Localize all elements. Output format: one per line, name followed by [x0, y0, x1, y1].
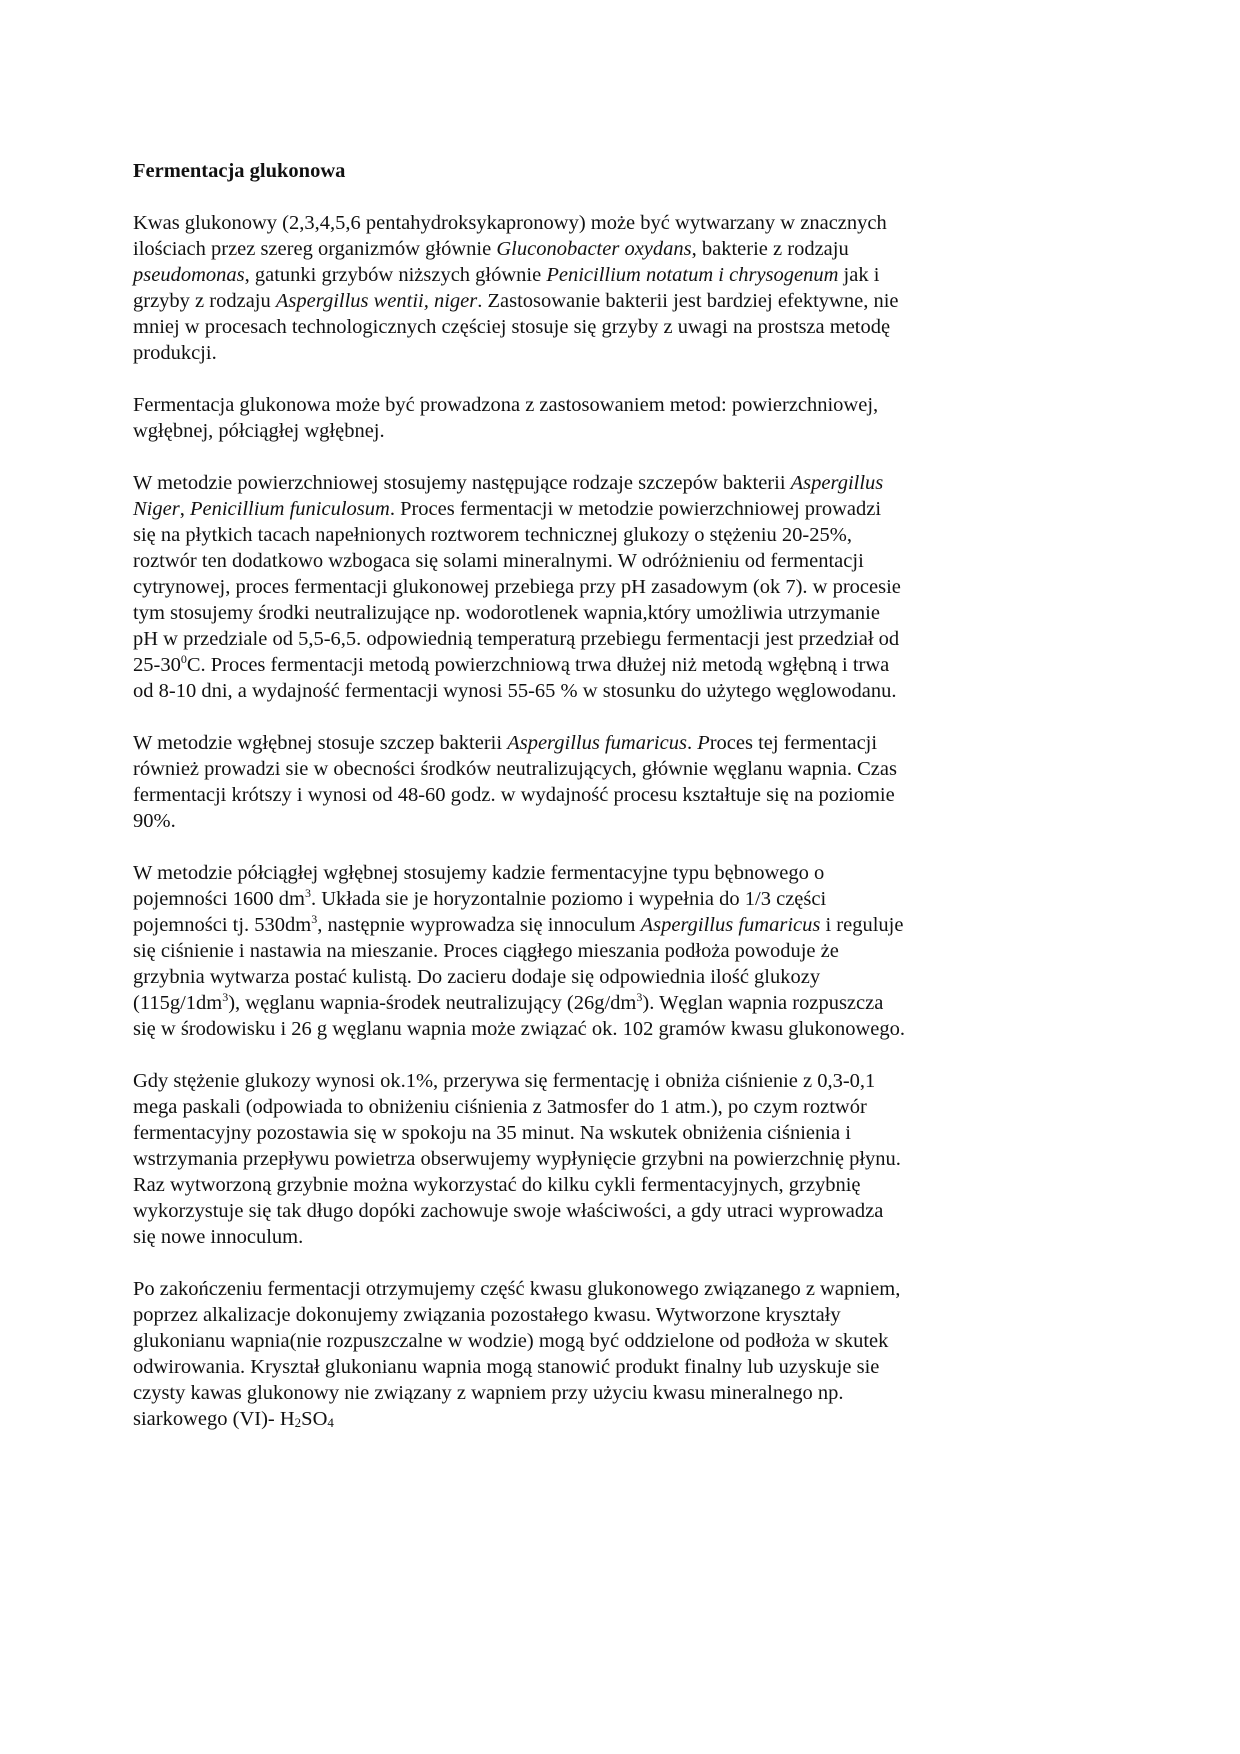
text-line — [133, 964, 993, 990]
italic-text: pseudomonas — [133, 264, 245, 286]
text-line — [133, 1328, 993, 1354]
document-title: Fermentacja glukonowa — [133, 160, 346, 182]
text-run: tym stosujemy środki neutralizujące np. wodorotlenek wapnia,który umożliwia utrzymanie — [133, 602, 880, 624]
text-run: pojemności tj. 530dm — [133, 914, 312, 936]
text-run: pojemności 1600 dm — [133, 888, 305, 910]
italic-text: Niger — [133, 498, 180, 520]
paragraph — [133, 470, 993, 704]
text-line — [133, 808, 993, 834]
text-run: W metodzie wgłębnej stosuje szczep bakterii — [133, 732, 508, 754]
text-run: się na płytkich tacach napełnionych roztworem technicznej glukozy o stężeniu 20-25%, — [133, 524, 852, 546]
text-run: mega paskali (odpowiada to obniżeniu ciśnienia z 3atmosfer do 1 atm.), po czym roztwór — [133, 1096, 867, 1118]
text-line — [133, 392, 993, 418]
text-line — [133, 860, 993, 886]
text-line — [133, 730, 993, 756]
superscript: 3 — [304, 886, 311, 901]
text-run: , następnie wyprowadza się innoculum — [317, 914, 641, 936]
document-page — [133, 158, 993, 1458]
italic-text: Penicillium notatum i chrysogenum — [546, 264, 839, 286]
text-run: odwirowania. Kryształ glukonianu wapnia mogą stanowić produkt finalny lub uzyskuje sie — [133, 1356, 880, 1378]
text-run: się w środowisku i 26 g węglanu wapnia może związać ok. 102 gramów kwasu glukonowego. — [133, 1018, 905, 1040]
text-run: się nowe innoculum. — [133, 1226, 304, 1248]
superscript: 3 — [636, 990, 643, 1005]
text-line — [133, 314, 993, 340]
paragraph — [133, 730, 993, 834]
text-run: roces tej fermentacji — [709, 732, 878, 754]
text-run: czysty kawas glukonowy nie związany z wapniem przy użyciu kwasu mineralnego np. — [133, 1382, 844, 1404]
text-run: się ciśnienie i nastawia na mieszanie. Proces ciągłego mieszania podłoża powoduje że — [133, 940, 839, 962]
text-line — [133, 626, 993, 652]
text-run: również prowadzi sie w obecności środków neutralizujących, głównie węglanu wapnia. Czas — [133, 758, 897, 780]
text-run: ). Węglan wapnia rozpuszcza — [642, 992, 884, 1014]
text-run: Po zakończeniu fermentacji otrzymujemy część kwasu glukonowego związanego z wapniem, — [133, 1278, 901, 1300]
text-run: fermentacji krótszy i wynosi od 48-60 godz. w wydajność procesu kształtuje się na poziomie — [133, 784, 895, 806]
italic-text: Gluconobacter oxydans — [496, 238, 692, 260]
text-line — [133, 912, 993, 938]
text-run: fermentacyjny pozostawia się w spokoju na 35 minut. Na wskutek obniżenia ciśnienia i — [133, 1122, 851, 1144]
superscript: 3 — [311, 912, 318, 927]
text-run: poprzez alkalizacje dokonujemy związania pozostałego kwasu. Wytworzone kryształy — [133, 1304, 841, 1326]
text-line — [133, 210, 993, 236]
text-run: , gatunki grzybów niższych głównie — [244, 264, 547, 286]
text-run: . — [686, 732, 698, 754]
text-line — [133, 756, 993, 782]
text-line — [133, 600, 993, 626]
text-run: Raz wytworzoną grzybnie można wykorzystać do kilku cykli fermentacyjnych, grzybnię — [133, 1174, 861, 1196]
superscript: 0 — [180, 652, 187, 667]
text-run: wgłębnej, półciągłej wgłębnej. — [133, 420, 385, 442]
italic-text: Aspergillus fumaricus — [507, 732, 687, 754]
text-line — [133, 288, 993, 314]
text-run: 25-30 — [133, 654, 181, 676]
paragraph — [133, 392, 993, 444]
text-line — [133, 886, 993, 912]
text-run: cytrynowej, proces fermentacji glukonowej przebiega przy pH zasadowym (ok 7). w procesie — [133, 576, 901, 598]
text-run: C. Proces fermentacji metodą powierzchniową trwa dłużej niż metodą wgłębną i trwa — [186, 654, 890, 676]
text-line — [133, 340, 993, 366]
document-body — [133, 210, 993, 1432]
text-line — [133, 1406, 993, 1432]
text-run: W metodzie powierzchniowej stosujemy następujące rodzaje szczepów bakterii — [133, 472, 791, 494]
text-line — [133, 1354, 993, 1380]
text-run: grzybnia wytwarza postać kulistą. Do zacieru dodaje się odpowiednia ilość glukozy — [133, 966, 821, 988]
text-run: , bakterie z rodzaju — [691, 238, 849, 260]
text-run: ilościach przez szereg organizmów głównie — [133, 238, 497, 260]
text-line — [133, 548, 993, 574]
text-line — [133, 470, 993, 496]
text-line — [133, 1172, 993, 1198]
italic-text: P — [697, 732, 710, 754]
italic-text: Aspergillus wentii, niger — [275, 290, 478, 312]
text-line — [133, 496, 993, 522]
text-line — [133, 1146, 993, 1172]
text-run: , — [179, 498, 190, 520]
superscript: 3 — [222, 990, 229, 1005]
text-line — [133, 1094, 993, 1120]
text-line — [133, 262, 993, 288]
text-run: grzyby z rodzaju — [133, 290, 276, 312]
subscript: 4 — [327, 1415, 334, 1430]
text-line — [133, 652, 993, 678]
text-run: (115g/1dm — [133, 992, 223, 1014]
paragraph — [133, 1276, 993, 1432]
text-run: Fermentacja glukonowa może być prowadzona z zastosowaniem metod: powierzchniowej, — [133, 394, 879, 416]
text-line — [133, 418, 993, 444]
text-run: . Zastosowanie bakterii jest bardziej efektywne, nie — [477, 290, 899, 312]
text-run: 90%. — [133, 810, 176, 832]
text-run: i reguluje — [820, 914, 904, 936]
text-run: pH w przedziale od 5,5-6,5. odpowiednią temperaturą przebiegu fermentacji jest przedział od — [133, 628, 900, 650]
text-line — [133, 938, 993, 964]
subscript: 2 — [294, 1415, 302, 1430]
text-run: . Układa sie je horyzontalnie poziomo i wypełnia do 1/3 części — [310, 888, 827, 910]
text-line — [133, 236, 993, 262]
text-run: Gdy stężenie glukozy wynosi ok.1%, przerywa się fermentację i obniża ciśnienie z 0,3-0,1 — [133, 1070, 876, 1092]
text-line — [133, 990, 993, 1016]
text-line — [133, 782, 993, 808]
text-run: jak i — [838, 264, 880, 286]
text-run: siarkowego (VI)- H — [133, 1408, 295, 1430]
text-run: SO — [301, 1408, 328, 1430]
text-run: od 8-10 dni, a wydajność fermentacji wynosi 55-65 % w stosunku do użytego węglowodanu. — [133, 680, 897, 702]
text-line — [133, 1224, 993, 1250]
text-run: W metodzie półciągłej wgłębnej stosujemy kadzie fermentacyjne typu bębnowego o — [133, 862, 825, 884]
text-run: roztwór ten dodatkowo wzbogaca się solami mineralnymi. W odróżnieniu od fermentacji — [133, 550, 864, 572]
italic-text: Penicillium funiculosum — [189, 498, 390, 520]
text-line — [133, 1276, 993, 1302]
paragraph — [133, 860, 993, 1042]
text-run: ), węglanu wapnia-środek neutralizujący (26g/dm — [228, 992, 637, 1014]
italic-text: Aspergillus fumaricus — [640, 914, 821, 936]
text-line — [133, 1198, 993, 1224]
text-run: glukonianu wapnia(nie rozpuszczalne w wodzie) mogą być oddzielone od podłoża w skutek — [133, 1330, 889, 1352]
paragraph — [133, 210, 993, 366]
text-run: wstrzymania przepływu powietrza obserwujemy wypłynięcie grzybni na powierzchnię płynu. — [133, 1148, 901, 1170]
text-line — [133, 1380, 993, 1406]
text-line — [133, 678, 993, 704]
text-run: mniej w procesach technologicznych częściej stosuje się grzyby z uwagi na prostsza metodę — [133, 316, 891, 338]
text-line — [133, 1302, 993, 1328]
paragraph — [133, 1068, 993, 1250]
text-run: wykorzystuje się tak długo dopóki zachowuje swoje właściwości, a gdy utraci wyprowadza — [133, 1200, 884, 1222]
text-run: produkcji. — [133, 342, 217, 364]
text-line — [133, 1016, 993, 1042]
text-line — [133, 522, 993, 548]
text-line — [133, 1068, 993, 1094]
text-line — [133, 1120, 993, 1146]
text-run: . Proces fermentacji w metodzie powierzchniowej prowadzi — [389, 498, 882, 520]
text-line — [133, 574, 993, 600]
text-run: Kwas glukonowy (2,3,4,5,6 pentahydroksykapronowy) może być wytwarzany w znacznych — [133, 212, 887, 234]
italic-text: Aspergillus — [790, 472, 884, 494]
